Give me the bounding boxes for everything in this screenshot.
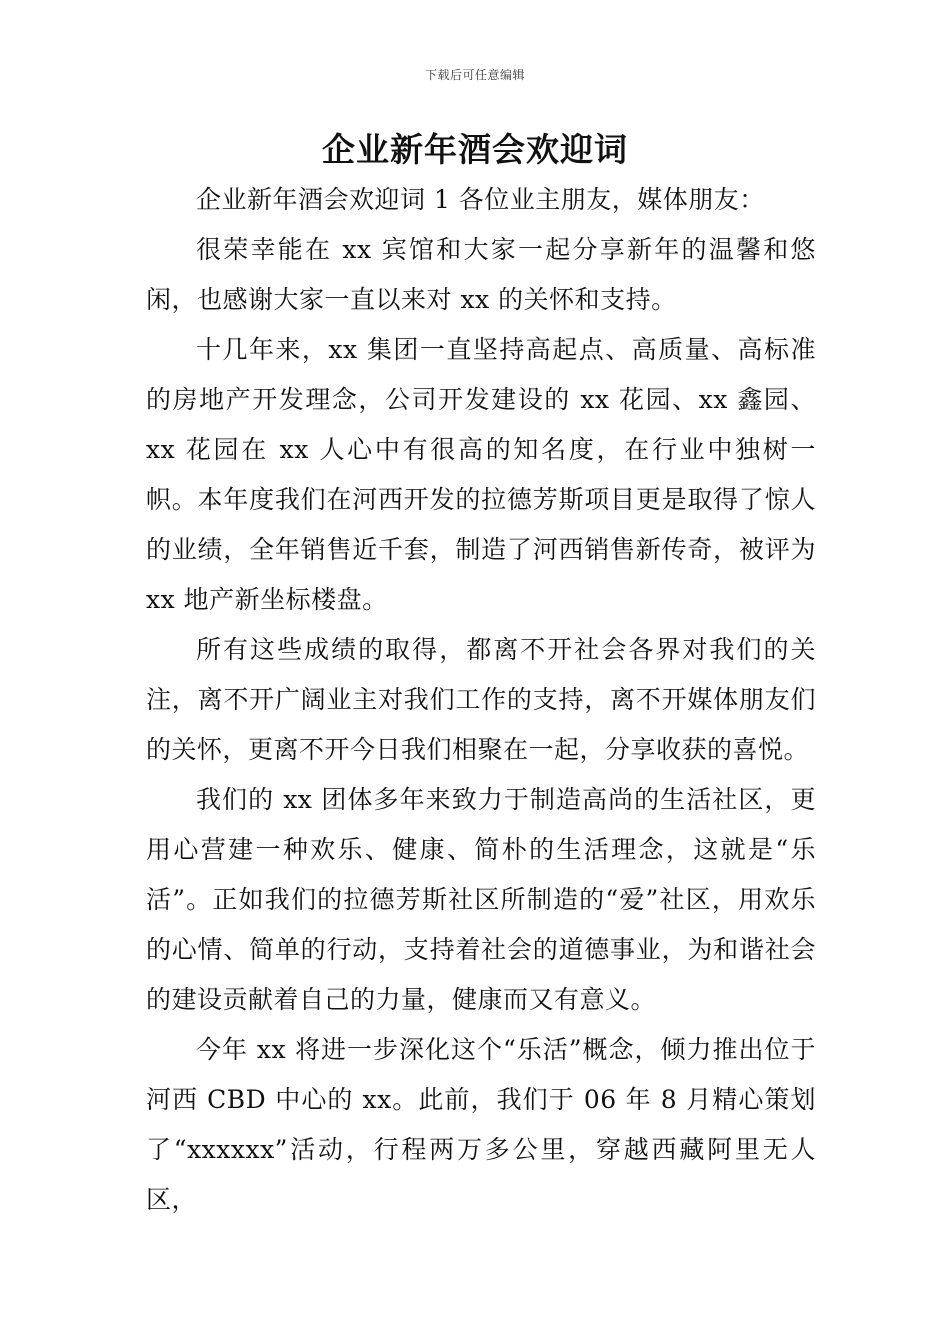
document-body: [146, 175, 816, 1225]
header-note: 下载后可任意编辑: [424, 68, 525, 82]
paragraph-greeting: 企业新年酒会欢迎词 1 各位业主朋友，媒体朋友：: [196, 185, 765, 214]
paragraph-this-year: 今年 xx 将进一步深化这个“乐活”概念，倾力推出位于河西 CBD 中心的 xx。此前，我们于 06 年 8 月精心策划了“xxxxxx”活动，行程两万多公里，穿越西藏阿里无人区，: [146, 1035, 816, 1214]
paragraph-lohas-concept: 我们的 xx 团体多年来致力于制造高尚的生活社区，更用心营建一种欢乐、健康、简朴的生活理念，这就是“乐活”。正如我们的拉德芳斯社区所制造的“爱”社区，用欢乐的心情、简单的行动，支持着社会的道德事业，为和谐社会的建设贡献着自己的力量，健康而又有意义。: [146, 785, 816, 1014]
paragraph-thanks: 所有这些成绩的取得，都离不开社会各界对我们的关注，离不开广阔业主对我们工作的支持，离不开媒体朋友们的关怀，更离不开今日我们相聚在一起，分享收获的喜悦。: [146, 635, 816, 764]
document-title: 企业新年酒会欢迎词: [322, 130, 628, 169]
paragraph-company-history: 十几年来，xx 集团一直坚持高起点、高质量、高标准的房地产开发理念，公司开发建设的 xx 花园、xx 鑫园、xx 花园在 xx 人心中有很高的知名度，在行业中独树一帜。本年度我们在河西开发的拉德芳斯项目更是取得了惊人的业绩，全年销售近千套，制造了河西销售新传奇，被评为 xx 地产新坐标楼盘。: [146, 335, 816, 614]
paragraph-welcome: 很荣幸能在 xx 宾馆和大家一起分享新年的温馨和悠闲，也感谢大家一直以来对 xx 的关怀和支持。: [146, 235, 816, 314]
